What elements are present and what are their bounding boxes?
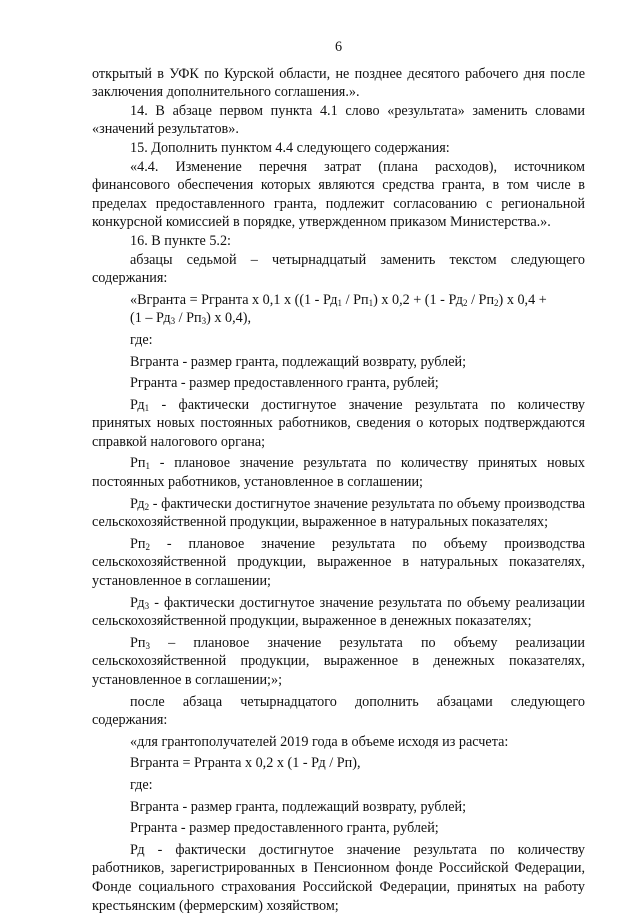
definition-v-granta-2: Вгранта - размер гранта, подлежащий возврату, рублей; — [130, 798, 467, 815]
definition-rd1: $Рд_1$ - фактически достигнутое значение результата по количеству принятых новых постоянных работников, сведения о которых подтверждаются справкой налогового органа; — [92, 396, 585, 450]
definition-v-granta: Вгранта - размер гранта, подлежащий возврату, рублей; — [130, 353, 467, 370]
paragraph-after-fourteenth: после абзаца четырнадцатого дополнить абзацами следующего содержания: — [92, 693, 585, 729]
definition-rd3: $Рд_3$ - фактически достигнутое значение результата по объему реализации сельскохозяйственной продукции, выраженное в денежных показателях; — [92, 594, 585, 630]
definition-r-granta: Ргранта - размер предоставленного гранта, рублей; — [130, 375, 439, 392]
paragraph-item-15: 15. Дополнить пунктом 4.4 следующего содержания: — [130, 139, 450, 156]
paragraph-item-4-4: «4.4. Изменение перечня затрат (плана расходов), источником финансового обеспечения которых являются средства гранта, в том числе в пределах предоставленного гранта, подлежит согласованию с региональной конкурсной комиссией в порядке, утвержденном приказом Министерства.». — [92, 158, 585, 231]
paragraph-closing-clause: открытый в УФК по Курской области, не позднее десятого рабочего дня после заключения дополнительного соглашения.». — [92, 65, 585, 101]
paragraph-item-14: 14. В абзаце первом пункта 4.1 слово «результата» заменить словами «значений результатов». — [92, 102, 585, 138]
definition-rd-2019: Рд - фактически достигнутое значение результата по количеству работников, зарегистрированных в Пенсионном фонде Российской Федерации, Фонде социального страхования Российской Федерации, принятых на работу крестьянским (фермерским) хозяйством; — [92, 841, 585, 914]
definition-r-granta-2: Ргранта - размер предоставленного гранта, рублей; — [130, 820, 439, 837]
page-number: 6 — [334, 39, 343, 55]
formula-2019: Вгранта = Ргранта х 0,2 х (1 - Рд / Рп), — [130, 755, 361, 772]
paragraph-replace-text: абзацы седьмой – четырнадцатый заменить текстом следующего содержания: — [92, 251, 585, 287]
definition-rp3: $Рп_3$ – плановое значение результата по объему реализации сельскохозяйственной продукции, выраженное в денежных показателях, установленное в соглашении;»; — [92, 634, 585, 688]
document-page — [92, 38, 585, 915]
where-label-2: где: — [130, 776, 153, 793]
formula-main: «Вгранта = Ргранта х 0,1 х ($(1 - Рд_1 / Рп_1)$ х $0,2 + (1 - Рд_2 / Рп_2)$ х 0,4 + $(1 - Рд_3 / Рп_3)$ х 0,4), — [130, 291, 547, 327]
paragraph-grantees-2019: «для грантополучателей 2019 года в объеме исходя из расчета: — [130, 733, 509, 750]
paragraph-item-16: 16. В пункте 5.2: — [130, 232, 231, 249]
definition-rp2: $Рп_2$ - плановое значение результата по объему производства сельскохозяйственной продукции, выраженное в натуральных показателях, установленное в соглашении; — [92, 535, 585, 590]
definition-rd2: $Рд_2$ - фактически достигнутое значение результата по объему производства сельскохозяйственной продукции, выраженное в натуральных показателях; — [92, 495, 585, 531]
where-label: где: — [130, 331, 153, 348]
definition-rp1: $Рп_1$ - плановое значение результата по количеству принятых новых постоянных работников, установленное в соглашении; — [92, 455, 585, 491]
